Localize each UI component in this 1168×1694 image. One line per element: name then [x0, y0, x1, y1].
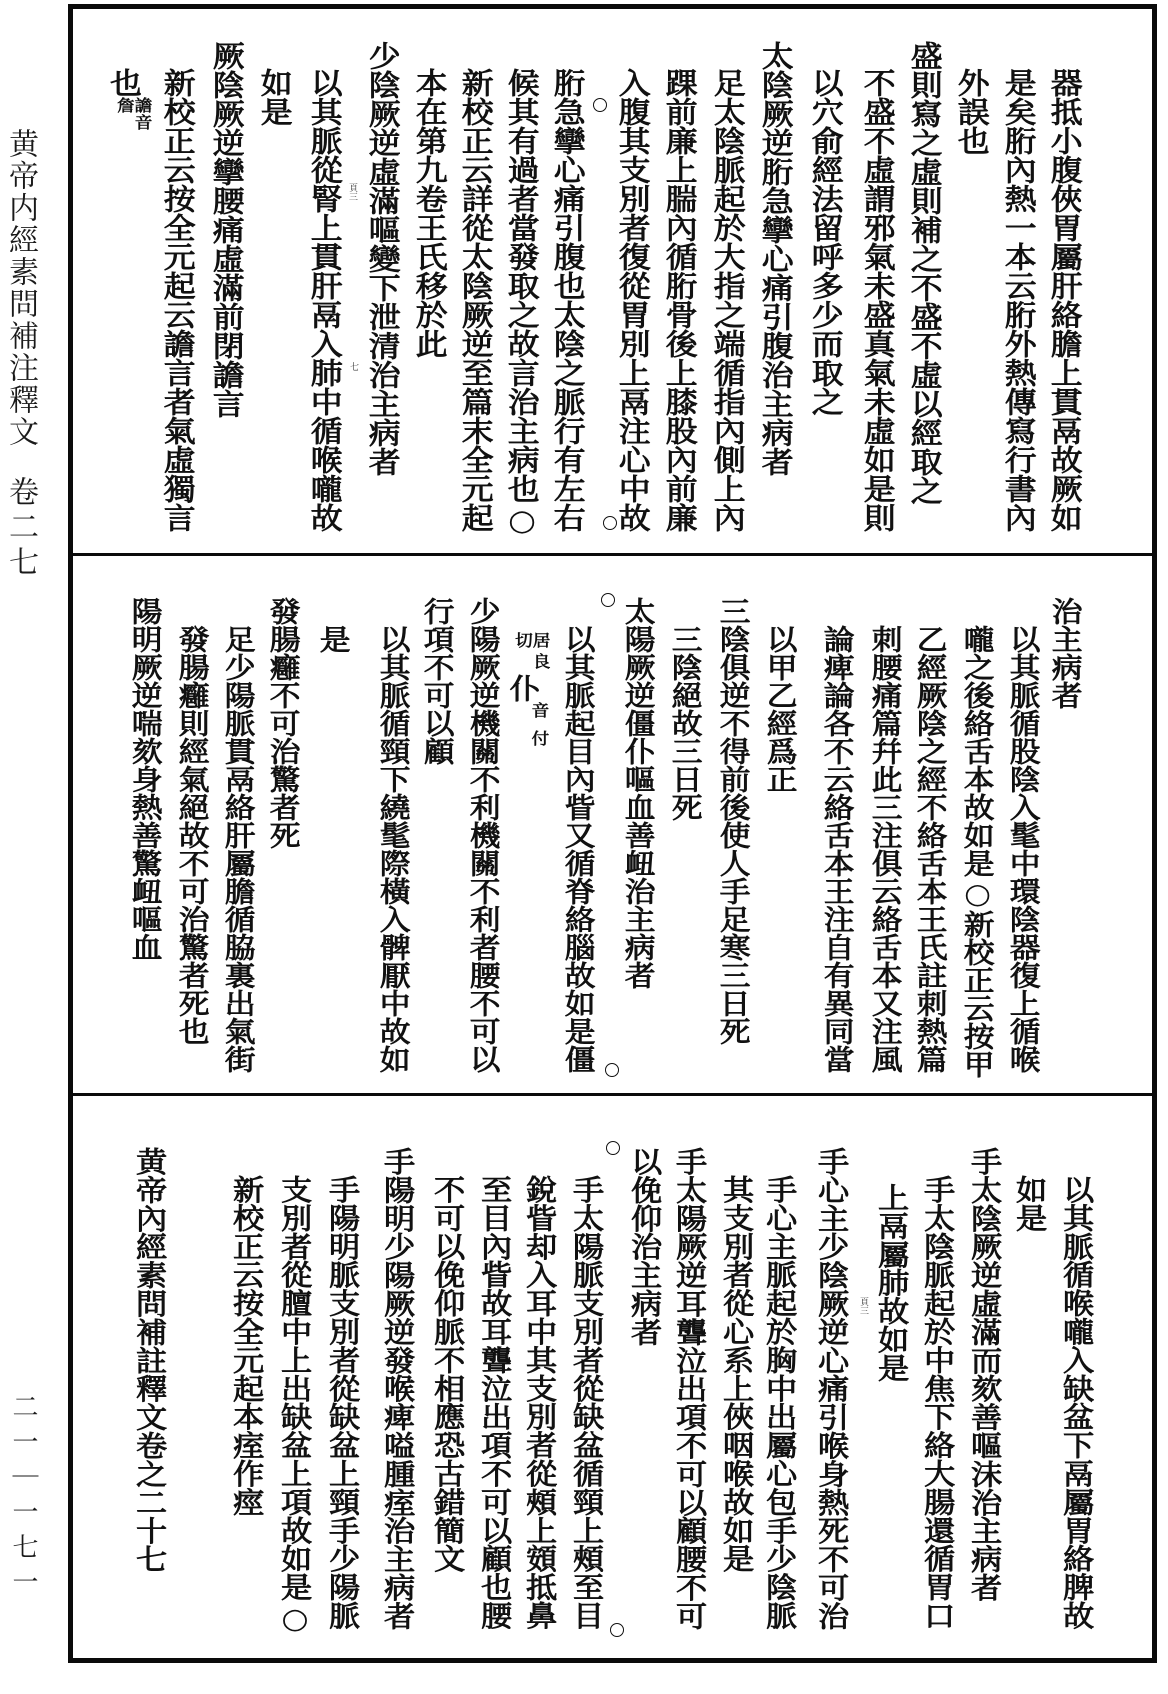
commentary-column: 手心主脈起於胸中出屬心包手少陰脈: [761, 1175, 799, 1630]
commentary-column: 手太陽脈支別者從缺盆循頸上頰至目: [568, 1175, 606, 1630]
main-text-column: 陽明厥逆喘欬身熱善驚衄嘔血: [127, 597, 164, 961]
circle-mark-icon: [603, 516, 617, 530]
commentary-column: 其支別者從心系上俠咽喉故如是: [718, 1175, 756, 1573]
main-text-column: 手太陰厥逆虛滿而欬善嘔沫治主病者: [966, 1147, 1004, 1602]
commentary-column: 銳眥却入耳中其支別者從頰上頞抵鼻: [521, 1175, 559, 1630]
commentary-column: 乙經厥陰之經不絡舌本王氏註刺熱篇: [912, 625, 949, 1073]
commentary-column: 論痺論各不云絡舌本王注自有異同當: [819, 625, 856, 1073]
margin-small-mark: 頁三: [347, 183, 357, 201]
colophon-title: 黄帝內經素問補註釋文卷之二十七: [131, 1147, 169, 1573]
commentary-column: 以其脈從腎上貫肝鬲入肺中循喉嚨故: [306, 68, 344, 532]
commentary-column: 以甲乙經爲正: [762, 625, 799, 793]
commentary-column: 支別者從膻中上出缺盆上項故如是○: [276, 1175, 314, 1635]
interlinear-gloss: [514, 632, 549, 674]
commentary-column: 至目內眥故耳聾泣出項不可以顧也腰: [476, 1175, 514, 1630]
commentary-column: 發腸癰則經氣絕故不可治驚者死也: [174, 625, 211, 1045]
commentary-column: 刺腰痛篇幷此三注俱云絡舌本又注風: [867, 625, 904, 1073]
commentary-column: 以其脈起目內眥又循脊絡腦故如是僵: [560, 625, 597, 1073]
commentary-column: 以其脈循喉嚨入缺盆下鬲屬胃絡脾故: [1058, 1175, 1096, 1630]
main-text-column: 太陽厥逆僵仆嘔血善衄治主病者: [620, 597, 657, 989]
commentary-column: 外誤也: [953, 68, 991, 155]
gloss-line-right: 居良: [530, 632, 551, 674]
circle-mark-icon: [610, 1623, 624, 1637]
commentary-column: 入腹其支別者復從胃別上鬲注心中故: [614, 68, 652, 532]
main-text-column: 太陰厥逆胻急攣心痛引腹治主病者: [757, 41, 795, 476]
commentary-column: 候其有過者當發取之故言治主病也○: [503, 68, 541, 537]
commentary-column: 是矣胻內熱一本云胻外熱傳寫行書內: [1000, 68, 1038, 532]
gloss-line-right: 譫音: [132, 97, 153, 131]
main-text-column: 以俛仰治主病者: [626, 1147, 664, 1346]
margin-book-title: 黄帝内經素問補注釋文: [3, 128, 38, 448]
commentary-column: 器抵小腹俠胃屬肝絡膽上貫鬲故厥如: [1046, 68, 1084, 532]
commentary-column: 以穴俞經法留呼多少而取之: [807, 68, 845, 416]
commentary-column: 不可以俛仰脈不相應恐古錯簡文: [429, 1175, 467, 1573]
margin-small-mark: 七: [348, 362, 358, 371]
main-text-column: 發腸癰不可治驚者死: [265, 597, 302, 849]
main-text-column: 治主病者: [1047, 597, 1084, 709]
main-text-column: 手心主少陰厥逆心痛引喉身熱死不可治: [813, 1147, 851, 1630]
circle-mark-icon: [605, 1063, 619, 1077]
margin-volume-label: 卷二七: [3, 476, 38, 581]
circle-mark-icon: [593, 98, 607, 112]
page-number: 二一｜一七一: [8, 1393, 38, 1603]
commentary-column: 如是: [256, 68, 294, 126]
commentary-column: 足太陰脈起於大指之端循指內側上內: [709, 68, 747, 532]
commentary-column: 手太陰脈起於中焦下絡大腸還循胃口: [919, 1175, 957, 1630]
main-text-column: 厥陰厥逆攣腰痛虛滿前閉譫言: [208, 41, 246, 418]
gloss-line-left: 切: [512, 632, 534, 653]
main-text-column: 少陽厥逆機關不利機關不利者腰不可以: [465, 597, 502, 1073]
commentary-column: 三陰絕故三日死: [667, 625, 704, 821]
commentary-column: 上鬲屬肺故如是: [873, 1183, 911, 1382]
middle-panel: [0, 555, 1168, 1094]
main-text-column: 三陰俱逆不得前後使人手足寒三日死: [715, 597, 752, 1045]
main-text-column: 盛則寫之虛則補之不盛不虛以經取之: [906, 41, 944, 505]
interlinear-gloss: [116, 97, 151, 131]
upper-panel: [0, 8, 1168, 553]
main-text-column: 行項不可以顧: [419, 597, 456, 765]
interlinear-gloss: [515, 702, 548, 758]
lower-panel: [0, 1095, 1168, 1658]
commentary-column: [105, 68, 153, 131]
commentary-column: 新校正云按全元起云譫言者氣虛獨言: [159, 68, 197, 532]
commentary-column: [505, 632, 551, 758]
commentary-column: 以其脈循股陰入髦中環陰器復上循喉: [1005, 625, 1042, 1073]
commentary-column: 如是: [1011, 1175, 1049, 1232]
main-text-column: 手太陽厥逆耳聾泣出項不可以顧腰不可: [671, 1147, 709, 1630]
commentary-column: 新校正云詳從太陰厥逆至篇末全元起: [457, 68, 495, 532]
main-text-column: 手陽明少陽厥逆發喉痺嗌腫痓治主病者: [379, 1147, 417, 1630]
commentary-column: 嚨之後絡舌本故如是○新校正云按甲: [959, 625, 996, 1078]
commentary-column: 新校正云按全元起本痓作痙: [228, 1175, 266, 1516]
margin-small-mark: 頁三: [858, 1297, 868, 1315]
commentary-column: 不盛不虛謂邪氣未盛真氣未虛如是則: [859, 68, 897, 532]
circle-mark-icon: [606, 1141, 620, 1155]
circle-mark-icon: [601, 593, 615, 607]
gloss-line-left: 詹: [114, 97, 136, 114]
commentary-column: 足少陽脈貫鬲絡肝屬膽循脇裏出氣街: [220, 625, 257, 1073]
column-text: 仆: [505, 674, 542, 702]
commentary-column: 以其脈循頸下繞髦際橫入髀厭中故如: [375, 625, 412, 1073]
gloss-line-right: 音付: [528, 702, 550, 758]
commentary-column: 胻急攣心痛引腹也太陰之脈行有左右: [549, 68, 587, 532]
main-text-column: 少陰厥逆虛滿嘔變下泄清治主病者: [364, 41, 402, 476]
commentary-column: 手陽明脈支別者從缺盆上頸手少陽脈: [324, 1175, 362, 1630]
commentary-column: 本在第九卷王氏移於此: [411, 68, 449, 358]
commentary-column: 是: [315, 625, 352, 653]
commentary-column: 踝前廉上腨內循胻骨後上膝股內前廉: [661, 68, 699, 532]
column-text: 也: [105, 68, 143, 97]
